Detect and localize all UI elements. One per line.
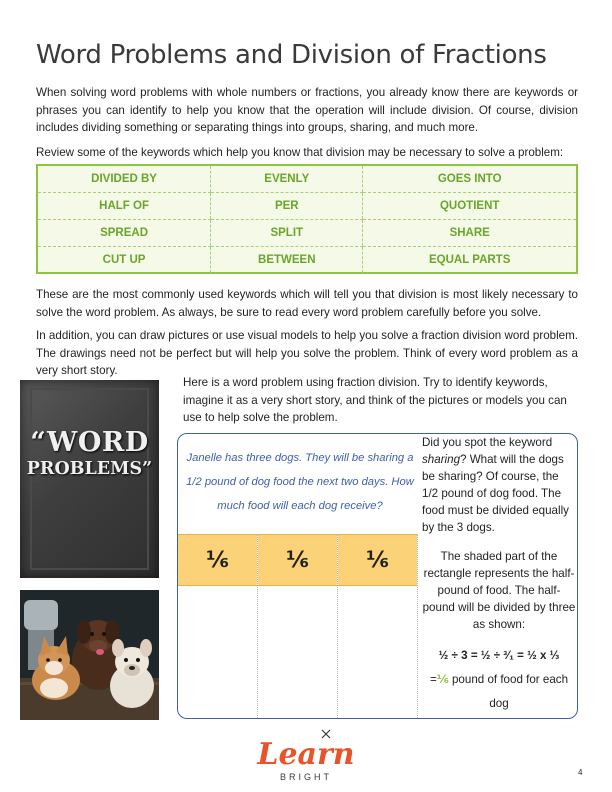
equation-equals: = — [429, 673, 437, 686]
fraction-model-shaded-cell: ⅙ — [178, 534, 257, 586]
keywords-row — [38, 193, 576, 220]
word-problem-box — [177, 433, 578, 719]
dogs-photo — [20, 590, 159, 720]
fraction-model-shaded-cell: ⅙ — [338, 534, 417, 586]
dogs-illustration — [20, 590, 159, 720]
fraction-model — [178, 534, 420, 718]
keyword-cell: SHARE — [363, 220, 576, 247]
review-paragraph: Review some of the keywords which help you know that division may be necessary to solve a problem: — [36, 146, 564, 159]
keyword-cell: SPLIT — [211, 220, 363, 247]
keyword-cell: HALF OF — [38, 193, 211, 220]
keyword-explanation-pre: Did you spot the keyword — [422, 436, 553, 449]
keyword-cell: EQUAL PARTS — [363, 247, 576, 274]
word-problem-story: Janelle has three dogs. They will be sharing a 1/2 pound of dog food the next two days. How much food will each dog receive? — [186, 452, 414, 512]
book-title-line-1: “WORD — [30, 427, 149, 458]
logo-tagline: BRIGHT — [279, 772, 333, 782]
keywords-box — [36, 164, 578, 274]
fraction-model-column — [258, 534, 338, 718]
keyword-cell: DIVIDED BY — [38, 166, 211, 193]
drawings-paragraph: In addition, you can draw pictures or use visual models to help you solve a fraction division word problem. The drawings need not be perfect but will help you solve the problem. Think of every word problem as a very short story. — [36, 329, 578, 377]
logo-word: Learn — [257, 737, 355, 772]
fraction-model-shaded-cell: ⅙ — [258, 534, 337, 586]
equation-answer-text: pound of food for each dog — [448, 673, 569, 710]
word-problems-book-image — [20, 380, 159, 578]
fraction-model-column — [338, 534, 418, 718]
keyword-explanation-post: ? What will the dogs be sharing? Of course, the 1/2 pound of dog food. The food must be divided equally by the 3 dogs. — [422, 453, 569, 534]
keywords-row — [38, 220, 576, 247]
keyword-sharing: sharing — [422, 453, 461, 466]
keywords-row — [38, 247, 576, 274]
keywords-row — [38, 166, 576, 193]
division-equation — [422, 644, 576, 716]
common-keywords-paragraph: These are the most commonly used keywords which will tell you that division is most likely necessary to solve the word problem. As always, be sure to read every word problem carefully before you solve. — [36, 288, 578, 319]
keyword-cell: QUOTIENT — [363, 193, 576, 220]
keyword-cell: SPREAD — [38, 220, 211, 247]
example-intro-paragraph: Here is a word problem using fraction division. Try to identify keywords, imagine it as a very short story, and think of the pictures or models you can use to help solve the problem. — [183, 376, 567, 424]
fraction-model-column — [178, 534, 258, 718]
intro-paragraph: When solving word problems with whole numbers or fractions, you already know there are keywords or phrases you can identify to help you know that the operation will include division. Of course, division includes dividing something or separating things into groups, sharing, and much more. — [36, 86, 578, 134]
equation-expression: ½ ÷ 3 = ½ ÷ ³⁄₁ = ½ x ⅓ — [438, 649, 560, 662]
keyword-cell: PER — [211, 193, 363, 220]
learn-bright-logo-mark — [252, 728, 360, 784]
keyword-cell: BETWEEN — [211, 247, 363, 274]
page-number: 4 — [578, 768, 583, 777]
model-explanation: The shaded part of the rectangle represents the half-pound of food. The half-pound will be divided by three as shown: — [422, 550, 576, 631]
page-title: Word Problems and Division of Fractions — [36, 40, 547, 70]
keyword-cell: CUT UP — [102, 254, 146, 266]
book-title — [20, 428, 159, 480]
keyword-cell: GOES INTO — [363, 166, 576, 193]
keywords-table — [38, 166, 576, 273]
equation-answer: ⅙ — [436, 673, 449, 686]
book-title-line-2: PROBLEMS” — [26, 459, 153, 479]
keyword-cell: EVENLY — [211, 166, 363, 193]
keyword-explanation — [422, 434, 576, 536]
learn-bright-logo — [252, 728, 360, 784]
